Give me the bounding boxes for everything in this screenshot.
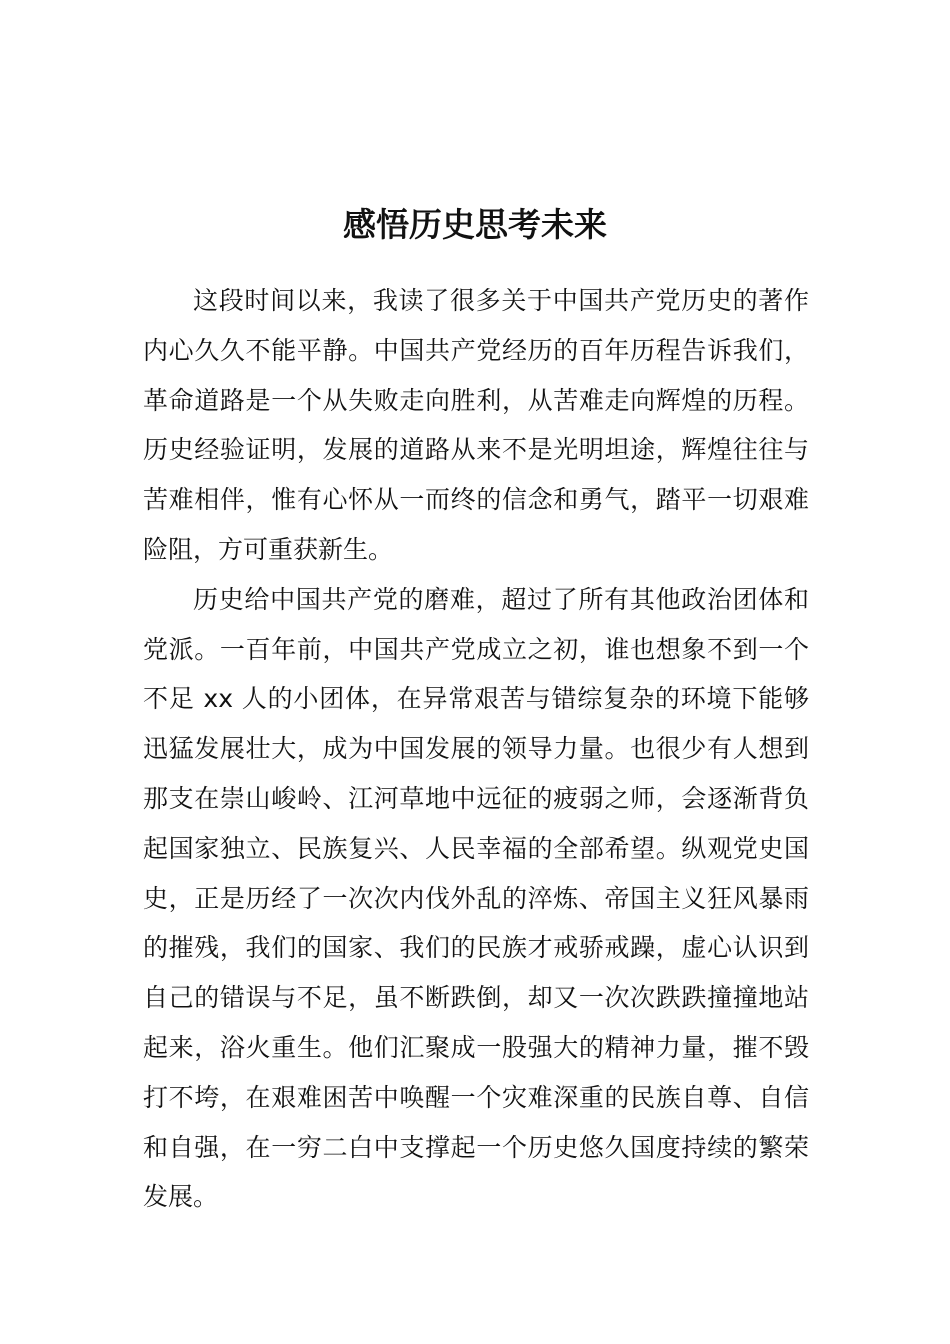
paragraph-2: 历史给中国共产党的磨难，超过了所有其他政治团体和党派。一百年前，中国共产党成立之初，谁也想象不到一个不足 xx 人的小团体，在异常艰苦与错综复杂的环境下能够迅猛发展壮大，成为中国发展的领导力量。也很少有人想到那支在崇山峻岭、江河草地中远征的疲弱之师，会逐渐背负起国家独立、民族复兴、人民幸福的全部希望。纵观党史国史，正是历经了一次次内伐外乱的淬炼、帝国主义狂风暴雨的摧残，我们的国家、我们的民族才戒骄戒躁，虚心认识到自己的错误与不足，虽不断跌倒，却又一次次跌跌撞撞地站起来，浴火重生。他们汇聚成一股强大的精神力量，摧不毁打不垮，在艰难困苦中唤醒一个灾难深重的民族自尊、自信和自强，在一穷二白中支撑起一个历史悠久国度持续的繁荣发展。	[143, 584, 809, 1212]
document-body	[143, 276, 809, 1222]
paragraph-1: 这段时间以来，我读了很多关于中国共产党历史的著作内心久久不能平静。中国共产党经历的百年历程告诉我们，革命道路是一个从失败走向胜利，从苦难走向辉煌的历程。历史经验证明，发展的道路从来不是光明坦途，辉煌往往与苦难相伴，惟有心怀从一而终的信念和勇气，踏平一切艰难险阻，方可重获新生。	[143, 286, 809, 564]
document-title: 感悟历史思考未来	[343, 205, 607, 245]
